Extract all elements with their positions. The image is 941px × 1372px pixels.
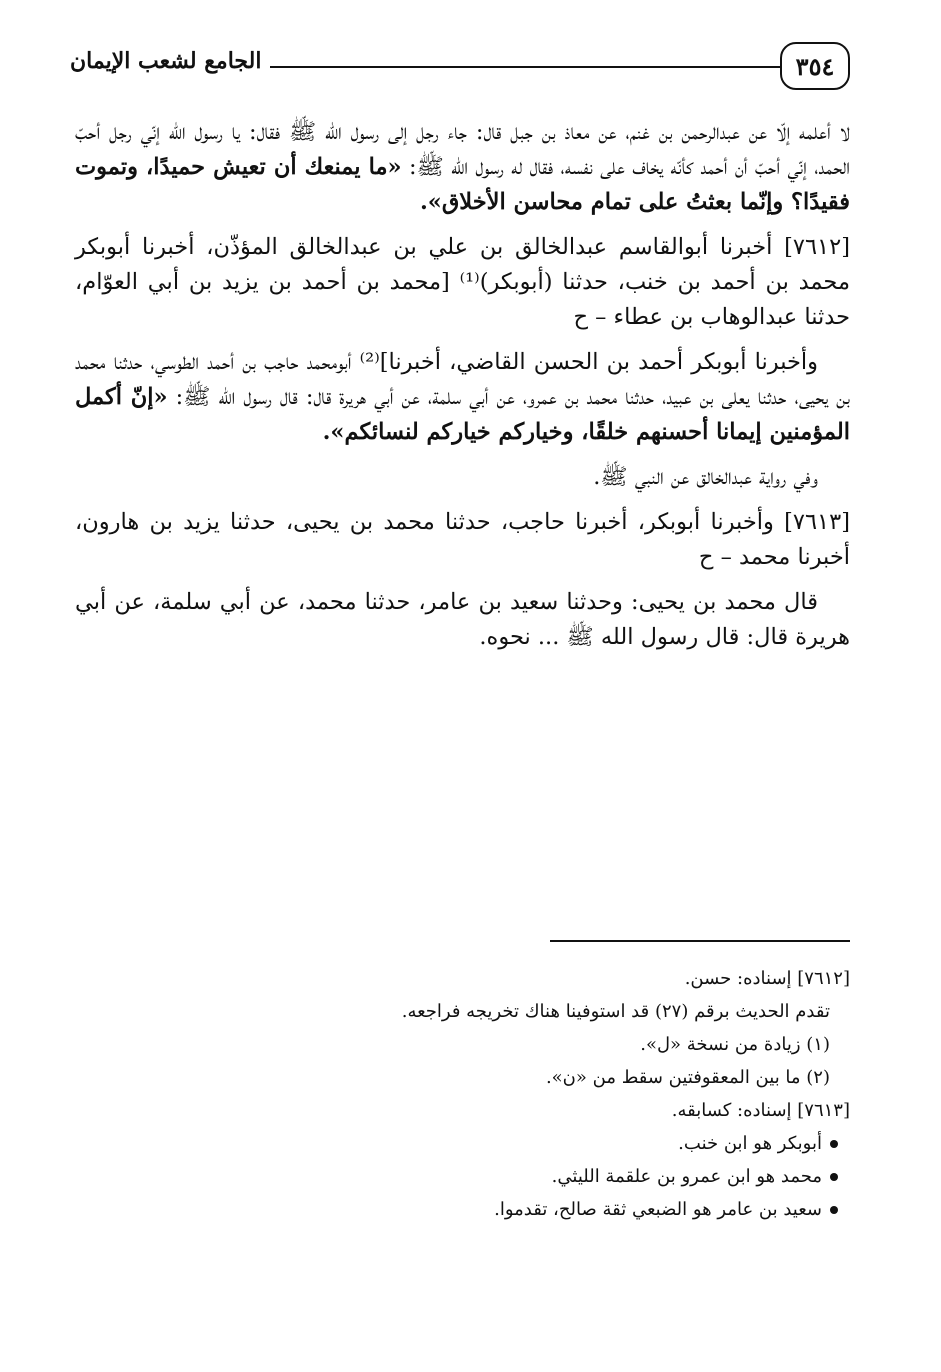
bullet-icon xyxy=(830,1173,838,1181)
paragraph-3 xyxy=(75,345,850,450)
paragraph-6: قال محمد بن يحيى: وحدثنا سعيد بن عامر، حدثنا محمد، عن أبي سلمة، عن أبي هريرة قال: قال رسول الله ﷺ ... نحوه. xyxy=(75,589,850,650)
paragraph-7612: [٧٦١٢] أخبرنا أبوالقاسم عبدالخالق بن علي بن عبدالخالق المؤذّن، أخبرنا أبوبكر محمد بن أحمد بن خنب، حدثنا (أبوبكر)⁽¹⁾ [محمد بن أحمد بن يزيد بن أبي العوّام، حدثنا عبدالوهاب بن عطاء – ح xyxy=(75,234,851,330)
footnote-7612-note: تقدم الحديث برقم (٢٧) قد استوفينا هناك تخريجه فراجعه. xyxy=(401,1001,830,1022)
paragraph-1-text: لا أعلمه إلّا عن عبدالرحمن بن غنم، عن معاذ بن جبل قال: جاء رجل إلى رسول الله ﷺ فقال: يا رسول الله إنّي رجل أحبّ الحمد، إنّي أحبّ أن أحمد كأنّه يخاف على نفسه، فقال له رسول الله ﷺ: xyxy=(75,119,850,180)
hadith-quote-2: «إنّ أكمل المؤمنين إيمانا أحسنهم خلقًا، وخياركم خياركم لنسائكم». xyxy=(75,384,850,445)
footnote-1: (١) زيادة من نسخة «ل». xyxy=(640,1034,830,1055)
footnote-2: (٢) ما بين المعقوفتين سقط من «ن». xyxy=(545,1067,830,1088)
footnote-separator xyxy=(550,940,850,942)
footnote-7613-grade: [٧٦١٣] إسناده: كسابقه. xyxy=(671,1100,850,1121)
footnotes xyxy=(190,962,850,1226)
hadith-quote-1: «ما يمنعك أن تعيش حميدًا، وتموت فقيدًا؟ وإنّما بعثتُ على تمام محاسن الأخلاق». xyxy=(75,154,850,215)
page-number-badge xyxy=(780,42,850,90)
footnote-7612-grade: [٧٦١٢] إسناده: حسن. xyxy=(684,968,850,989)
book-title: الجامع لشعب الإيمان xyxy=(70,48,262,74)
page-number: ٣٥٤ xyxy=(795,51,835,81)
paragraph-3-text: وأخبرنا أبوبكر أحمد بن الحسن القاضي، أخبرنا]⁽²⁾ أبومحمد حاجب بن أحمد الطوسي، حدثنا محمد بن يحيى، حدثنا يعلى بن عبيد، حدثنا محمد بن عمرو، عن أبي سلمة، عن أبي هريرة قال: قال رسول الله ﷺ: xyxy=(75,349,850,410)
page-header xyxy=(70,40,850,96)
header-rule xyxy=(270,66,780,68)
narrator-notes xyxy=(190,1127,850,1226)
list-item: سعيد بن عامر هو الضبعي ثقة صالح، تقدموا. xyxy=(190,1193,838,1226)
paragraph-4: وفي رواية عبدالخالق عن النبي ﷺ. xyxy=(593,464,818,490)
list-item: محمد هو ابن عمرو بن علقمة الليثي. xyxy=(190,1160,838,1193)
main-text xyxy=(75,115,850,665)
paragraph-7613: [٧٦١٣] وأخبرنا أبوبكر، أخبرنا حاجب، حدثنا محمد بن يحيى، حدثنا يزيد بن هارون، أخبرنا محمد – ح xyxy=(75,509,850,570)
paragraph-1 xyxy=(75,115,850,220)
list-item: أبوبكر هو ابن خنب. xyxy=(190,1127,838,1160)
bullet-icon xyxy=(830,1206,838,1214)
bullet-icon xyxy=(830,1140,838,1148)
